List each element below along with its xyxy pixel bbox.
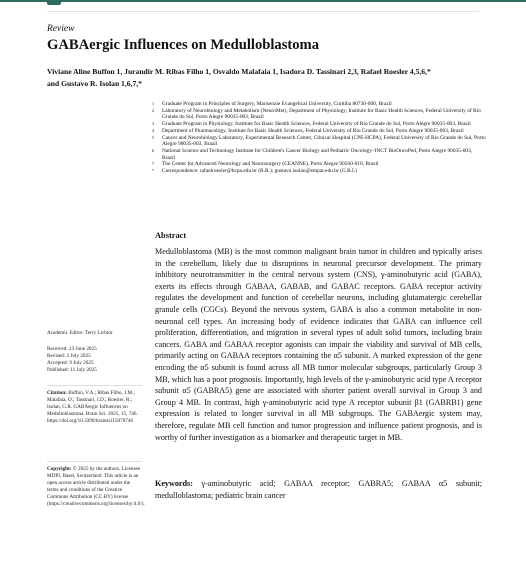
copyright-block: [47, 466, 145, 507]
affiliation-item: [152, 108, 486, 121]
header-divider: [47, 11, 479, 12]
date-revised: Revised: 2 July 2025: [47, 352, 91, 359]
keywords-text: γ-aminobutyric acid; GABAA receptor; GABRA5; GABAA α5 subunit; medulloblastoma; pediatric brain cancer: [155, 479, 483, 500]
affiliation-number: 6: [152, 147, 155, 153]
affiliation-text: Laboratory of Neurobiology and Metabolism (NeuroMet), Department of Physiology, Institute for Basic Health Sciences, Federal University of Rio Grande do Sul, Porto Alegre 90035-003, Brazil: [162, 107, 481, 121]
citation-text[interactable]: Buffon, V.A.; Ribas Filho, J.M.; Malafaia, O.; Tassinari, I.D.; Roesler, R.; Isolan, G.R. GABAergic Influences on Medulloblastoma. Brain Sci. 2025, 15, 746. https://doi.org/10.3390/brainsci15070746: [47, 390, 138, 424]
date-received: Received: 23 June 2025: [47, 346, 97, 352]
article-type: Review: [47, 24, 75, 34]
affiliation-text: Graduate Program in Principles of Surgery, Mackenzie Evangelical University, Curitiba 80730-000, Brazil: [162, 101, 392, 107]
keywords: [155, 478, 482, 501]
author-line-1: Viviane Aline Buffon 1, Jurandir M. Ribas Filho 1, Osvaldo Malafaia 1, Isadora D. Tassinari 2,3, Rafael Roesler 4,5,6,*: [47, 67, 431, 76]
citation-label: Citation:: [47, 390, 67, 396]
affiliation-item: [152, 101, 486, 108]
affiliation-item: [152, 128, 486, 135]
affiliation-text: Graduate Program in Physiology, Institute for Basic Health Sciences, Federal University of Rio Grande do Sul, Porto Alegre 90035-003, Brazil: [162, 121, 471, 128]
citation-block: [47, 390, 142, 425]
affiliation-item: [152, 121, 486, 128]
affiliation-number: 5: [152, 134, 155, 140]
affiliation-text: Correspondence: rafaelroesler@hcpa.edu.br (R.R.); gustavo.isolan@empar.edu.br (G.R.I.): [162, 168, 357, 175]
abstract-body: Medulloblastoma (MB) is the most common malignant brain tumor in children and typically arises in the cerebellum, likely due to disruptions in neuronal precursor development. The primary inhibitory neurotransmitter in the central nervous system (CNS), γ-aminobutyric acid (GABA), exerts its effects through GABAA, GABAB, and GABAC receptors. GABA receptor activity regulates the development and function of cerebellar neurons, including glutamatergic cerebellar granule cells (CGCs). Beyond the nervous system, GABA is also a common metabolite in non-neuronal cell types. An increasing body of evidence indicates that GABA can influence cell proliferation, differentiation, and migration in several types of adult solid tumors, including brain cancers. GABA and GABAA receptor agonists can impair the viability and survival of MB cells, primarily acting on GABAA receptors containing the α5 subunit. A marked expression of the gene encoding the α5 subunit is found across all MB tumor molecular subgroups, particularly Group 3 MB, which has a poor prognosis. Importantly, high levels of the γ-aminobutyric acid type A receptor subunit α5 (GABRA5) gene are associated with shorter patient overall survival in Group 3 and Group 4 MB. In contrast, high γ-aminobutyric acid type A receptor subunit β1 (GABRB1) gene expression is related to longer survival in all MB subgroups. The GABAergic system may, therefore, regulate MB cell function and tumor progression and influence patient prognosis, and is worthy of further investigation as a biomarker and therapeutic target in MB.: [155, 247, 482, 442]
copyright-text[interactable]: © 2025 by the authors. Licensee MDPI, Basel, Switzerland. This article is an open access article distributed under the terms and conditions of the Creative Commons Attribution (CC BY) license (https://creativecommons.org/licenses/by/4.0/).: [47, 466, 145, 507]
header-accent-rule: [0, 0, 526, 2]
affiliation-number: 3: [152, 121, 155, 127]
affiliation-number: 7: [152, 161, 155, 167]
affiliation-number: 1: [152, 101, 155, 106]
affiliation-number: 2: [152, 107, 155, 113]
affiliation-item: [152, 135, 486, 148]
affiliation-item: [152, 168, 486, 175]
affiliation-text: Cancer and Neurobiology Laboratory, Experimental Research Center, Clinical Hospital (CPE-HCPA), Federal University of Rio Grande do Sul, Porto Alegre 90035-003, Brazil: [162, 134, 486, 148]
sidebar-divider: [47, 385, 142, 386]
article-title: GABAergic Influences on Medulloblastoma: [47, 37, 320, 53]
publication-dates: [47, 346, 142, 374]
abstract-heading: Abstract: [155, 231, 187, 240]
affiliation-text: Department of Pharmacology, Institute for Basic Health Sciences, Federal University of Rio Grande do Sul, Porto Alegre 90035-003, Brazil: [162, 127, 464, 134]
affiliation-number: *: [152, 168, 155, 174]
sidebar-divider: [47, 461, 142, 462]
keywords-label: Keywords:: [155, 479, 193, 488]
journal-logo: [47, 0, 61, 5]
affiliation-list: [152, 101, 486, 175]
date-accepted: Accepted: 9 July 2025: [47, 359, 94, 366]
academic-editor: Academic Editor: Terry Lichtor: [47, 330, 113, 336]
affiliation-text: National Science and Technology Institute for Children's Cancer Biology and Pediatric Oncology–INCT BioOncoPed, Porto Alegre 90035-003, Brazil: [162, 147, 473, 161]
affiliation-text: The Center for Advanced Neurology and Neurosurgery (CEANNE), Porto Alegre 90560-010, Brazil: [162, 161, 379, 168]
affiliation-item: [152, 148, 486, 161]
affiliation-number: 4: [152, 127, 155, 133]
author-line-2: and Gustavo R. Isolan 1,6,7,*: [47, 79, 142, 88]
date-published: Published: 11 July 2025: [47, 366, 97, 373]
copyright-label: Copyright:: [47, 466, 72, 472]
author-list: [47, 66, 483, 90]
